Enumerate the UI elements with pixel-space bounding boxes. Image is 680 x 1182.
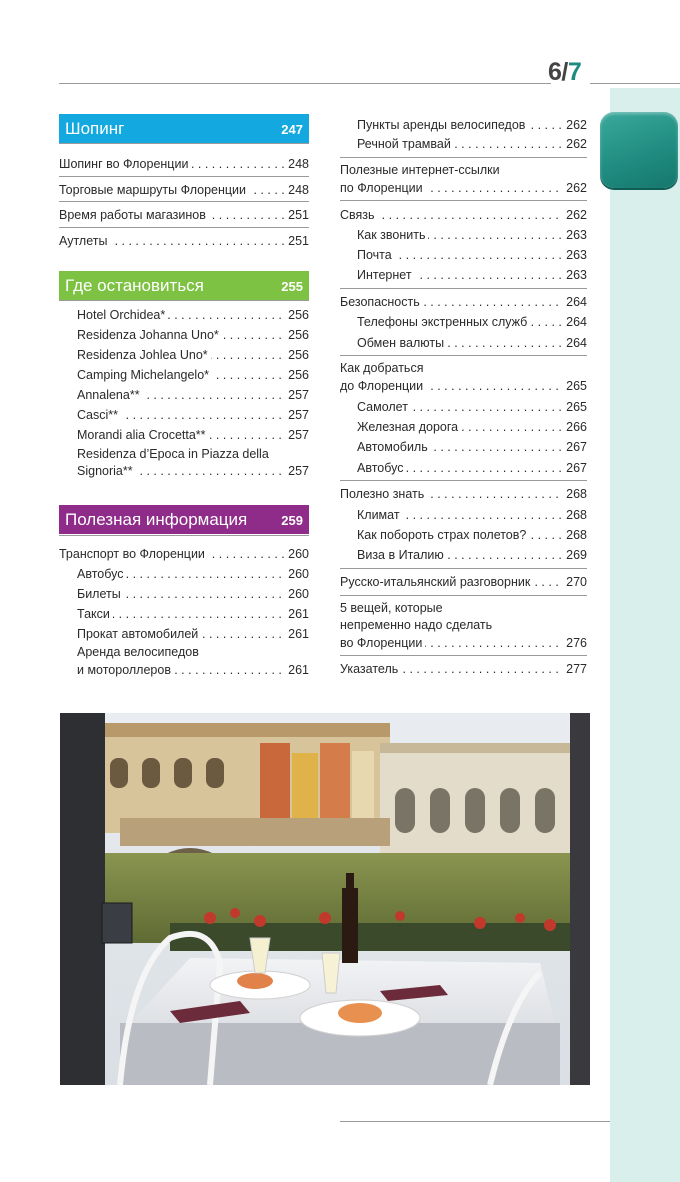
toc-entry[interactable]: Телефоны экстренных служб 264 . . . <box>357 312 587 332</box>
toc-entry[interactable]: Обмен валюты 264 . . . <box>357 333 587 353</box>
toc-entry-line1: Residenza d’Epoca in Piazza della <box>77 447 269 461</box>
toc-entry[interactable]: Климат 268 . . . <box>357 505 587 525</box>
side-band <box>610 88 680 1182</box>
toc-entry[interactable]: Автобус 267 . . . <box>357 458 587 478</box>
toc-entry[interactable]: Morandi alia Crocetta** 257 . . . <box>77 425 309 445</box>
toc-entry-line1: 5 вещей, которые <box>340 601 443 615</box>
page-number: 6/7 <box>548 58 582 86</box>
toc-entry[interactable]: до Флоренции 265 . . . <box>340 376 587 396</box>
toc-entry[interactable]: по Флоренции 262 . . . <box>340 178 587 198</box>
entry-rule <box>340 288 587 289</box>
toc-entry[interactable]: Русско-итальянский разговорник 270 . . . <box>340 572 587 592</box>
toc-entry-line1: Аренда велосипедов <box>77 645 199 659</box>
toc-entry[interactable]: Самолет 265 . . . <box>357 397 587 417</box>
entry-rule <box>340 568 587 569</box>
toc-entry[interactable]: Интернет 263 . . . <box>357 265 587 285</box>
toc-entry[interactable]: Прокат автомобилей 261 . . . <box>77 624 309 644</box>
section-page: 259 <box>281 513 303 528</box>
toc-entry[interactable]: Билеты 260 . . . <box>77 584 309 604</box>
section-rule <box>59 300 309 301</box>
toc-entry[interactable]: и мотороллеров 261 . . . <box>77 660 309 680</box>
chapter-tab[interactable] <box>600 112 678 188</box>
toc-entry-line1: Как добраться <box>340 361 424 375</box>
entry-rule <box>340 655 587 656</box>
toc-entry[interactable]: Автобус 260 . . . <box>77 564 309 584</box>
section-rule <box>59 143 309 144</box>
header-rule-right <box>590 83 680 84</box>
entry-rule <box>340 595 587 596</box>
toc-entry[interactable]: Annalena** 257 . . . <box>77 385 309 405</box>
toc-entry[interactable]: Торговые маршруты Флоренции 248 . . . <box>59 180 309 200</box>
toc-entry-line2: непременно надо сделать <box>340 618 493 632</box>
section-page: 247 <box>281 122 303 137</box>
header-rule <box>59 83 551 84</box>
toc-entry[interactable]: Время работы магазинов 251 . . . <box>59 205 309 225</box>
section-header-shopping[interactable] <box>59 114 309 143</box>
entry-rule <box>59 227 309 228</box>
section-title: Полезная информация <box>65 510 248 529</box>
entry-rule <box>340 200 587 201</box>
toc-entry[interactable]: Residenza Johlea Uno* 256 . . . <box>77 345 309 365</box>
florence-river-photo <box>60 713 590 1085</box>
entry-rule <box>340 355 587 356</box>
section-header-stay[interactable] <box>59 271 309 300</box>
toc-entry[interactable]: Указатель 277 . . . <box>340 659 587 679</box>
toc-entry[interactable]: Виза в Италию 269 . . . <box>357 545 587 565</box>
toc-entry-line1: Полезные интернет-ссылки <box>340 163 500 177</box>
toc-entry[interactable]: Residenza Johanna Uno* 256 . . . <box>77 325 309 345</box>
toc-entry[interactable]: Пункты аренды велосипедов 262 . . . <box>357 115 587 135</box>
toc-entry[interactable]: Signoria** 257 . . . <box>77 461 309 481</box>
section-header-info[interactable] <box>59 505 309 534</box>
toc-entry[interactable]: Речной трамвай 262 . . . <box>357 134 587 154</box>
section-rule <box>59 535 309 536</box>
toc-entry[interactable]: Безопасность 264 . . . <box>340 292 587 312</box>
toc-entry[interactable]: Casci** 257 . . . <box>77 405 309 425</box>
entry-rule <box>59 176 309 177</box>
toc-entry[interactable]: Как побороть страх полетов? 268 . . . <box>357 525 587 545</box>
toc-entry[interactable]: Автомобиль 267 . . . <box>357 437 587 457</box>
entry-rule <box>340 480 587 481</box>
toc-entry[interactable]: Аутлеты 251 . . . <box>59 231 309 251</box>
toc-entry[interactable]: Железная дорога 266 . . . <box>357 417 587 437</box>
toc-entry[interactable]: во Флоренции 276 . . . <box>340 633 587 653</box>
entry-rule <box>340 157 587 158</box>
toc-entry[interactable]: Связь 262 . . . <box>340 205 587 225</box>
toc-entry[interactable]: Camping Michelangelo* 256 . . . <box>77 365 309 385</box>
toc-entry[interactable]: Полезно знать 268 . . . <box>340 484 587 504</box>
toc-entry[interactable]: Почта 263 . . . <box>357 245 587 265</box>
section-title: Где остановиться <box>65 276 204 295</box>
toc-entry[interactable]: Шопинг во Флоренции 248 . . . <box>59 154 309 174</box>
toc-entry[interactable]: Как звонить 263 . . . <box>357 225 587 245</box>
footer-rule <box>340 1121 610 1122</box>
section-title: Шопинг <box>65 119 125 138</box>
toc-entry[interactable]: Транспорт во Флоренции 260 . . . <box>59 544 309 564</box>
section-page: 255 <box>281 279 303 294</box>
entry-rule <box>59 201 309 202</box>
toc-entry[interactable]: Hotel Orchidea* 256 . . . <box>77 305 309 325</box>
toc-entry[interactable]: Такси 261 . . . <box>77 604 309 624</box>
